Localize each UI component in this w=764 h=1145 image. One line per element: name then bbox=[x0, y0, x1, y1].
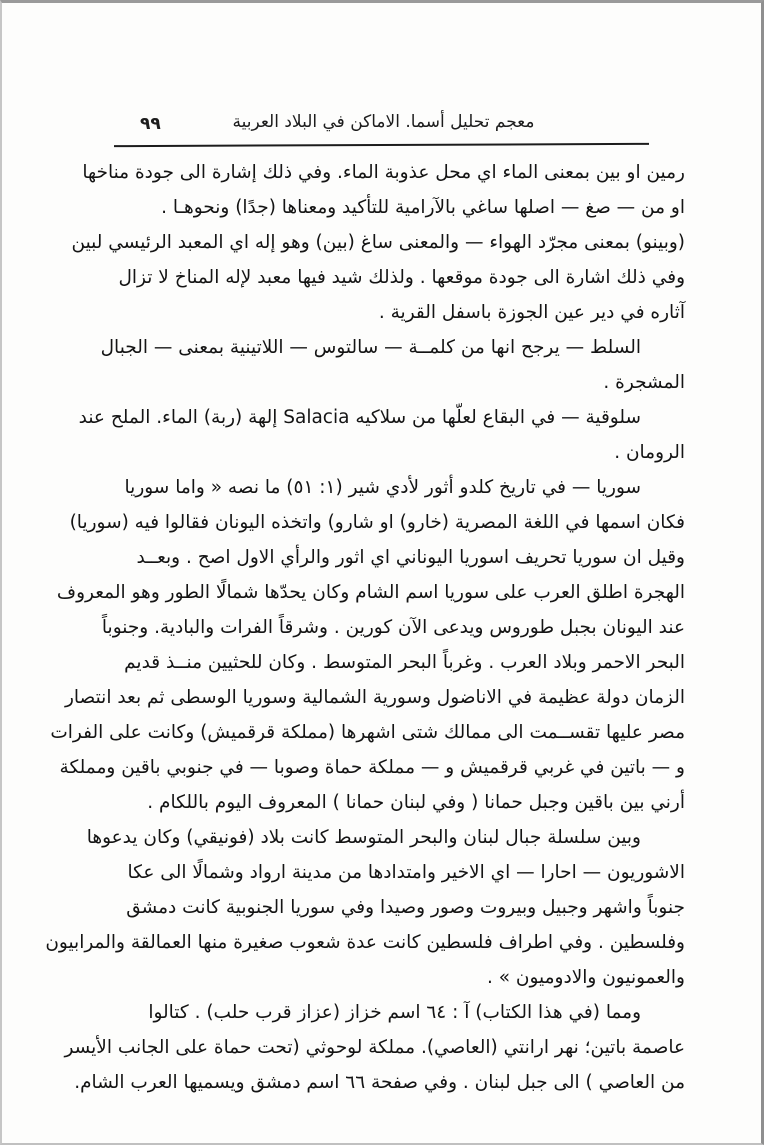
book-title-header: معجم تحليل أسما. الاماكن في البلاد العربية bbox=[232, 112, 535, 132]
text-line: الرومان . bbox=[614, 442, 685, 463]
text-line: أرني بين باقين وجبل حمانا ( وفي لبنان حمانا ) المعروف اليوم باللكام . bbox=[147, 792, 685, 813]
text-line: سلوقية — في البقاع لعلّها من سلاكيه Salacia إلهة (ربة) الماء. الملح عند bbox=[78, 407, 641, 428]
text-line: وفلسطين . وفي اطراف فلسطين كانت عدة شعوب صغيرة منها العمالقة والمرابيون bbox=[45, 932, 685, 953]
running-head bbox=[82, 107, 685, 141]
text-line: و — باتين في غربي قرقميش و — مملكة حماة وصوبا — في جنوبي باقين ومملكة bbox=[59, 757, 685, 778]
text-line: فكان اسمها في اللغة المصرية (خارو) او شارو) واتخذه اليونان فقالوا فيه (سوريا) bbox=[69, 512, 685, 533]
text-line: سوريا — في تاريخ كلدو أثور لأدي شير (١: ٥١) ما نصه « واما سوريا bbox=[124, 477, 641, 498]
text-line: وبين سلسلة جبال لبنان والبحر المتوسط كانت بلاد (فونيقي) وكان يدعوها bbox=[86, 827, 641, 848]
text-line: المشجرة . bbox=[603, 372, 685, 393]
text-line: الاشوريون — احارا — اي الاخير وامتدادها من مدينة ارواد وشمالًا الى عكا bbox=[127, 862, 685, 883]
text-line: من العاصي ) الى جبل لبنان . وفي صفحة ٦٦ اسم دمشق ويسميها العرب الشام. bbox=[74, 1072, 685, 1093]
text-line: عاصمة باتين؛ نهر ارانتي (العاصي). مملكة لوحوثي (تحت حماة على الجانب الأيسر bbox=[64, 1037, 685, 1058]
text-line: وفي ذلك اشارة الى جودة موقعها . ولذلك شيد فيها معبد لإله المناخ لا تزال bbox=[118, 267, 685, 288]
text-line: رمين او بين بمعنى الماء اي محل عذوبة الماء. وفي ذلك إشارة الى جودة مناخها bbox=[82, 162, 685, 183]
text-line: مصر عليها تقســمت الى ممالك شتى اشهرها (مملكة قرقميش) وكانت على الفرات bbox=[50, 722, 685, 743]
text-line: الهجرة اطلق العرب على سوريا اسم الشام وكان يحدّها شمالًا الطور وهو المعروف bbox=[56, 582, 685, 603]
text-line: (وبينو) بمعنى مجرّد الهواء — والمعنى ساغ (بين) وهو إله اي المعبد الرئيسي لبين bbox=[71, 232, 685, 253]
text-line: جنوباً واشهر وجبيل وبيروت وصور وصيدا وفي سوريا الجنوبية كانت دمشق bbox=[126, 897, 685, 918]
text-line: آثاره في دير عين الجوزة باسفل القرية . bbox=[378, 302, 685, 323]
text-line: او من — صغ — اصلها ساغي بالآرامية للتأكيد ومعناها (جدًا) ونحوهـا . bbox=[161, 197, 685, 218]
page-number: ٩٩ bbox=[140, 114, 161, 134]
text-line: السلط — يرجح انها من كلمــة — سالتوس — اللاتينية بمعنى — الجبال bbox=[100, 337, 641, 358]
header-divider-rule bbox=[114, 143, 649, 147]
text-line: عند اليونان بجبل طوروس ويدعى الآن كورين . وشرقاً الفرات والبادية. وجنوباً bbox=[101, 617, 685, 638]
text-line: وقيل ان سوريا تحريف اسوريا اليوناني اي اثور والرأي الاول اصح . وبعــد bbox=[136, 547, 685, 568]
text-line: والعمونيون والادوميون » . bbox=[486, 967, 685, 988]
body-text bbox=[45, 155, 685, 1100]
text-line: ومما (في هذا الكتاب) آ : ٦٤ اسم خزاز (عزاز قرب حلب) . كتالوا bbox=[148, 1002, 641, 1023]
text-line: الزمان دولة عظيمة في الاناضول وسورية الشمالية وسوريا الوسطى ثم بعد انتصار bbox=[64, 687, 685, 708]
text-line: البحر الاحمر وبلاد العرب . وغرباً البحر المتوسط . وكان للحثيين منــذ قديم bbox=[124, 652, 685, 673]
